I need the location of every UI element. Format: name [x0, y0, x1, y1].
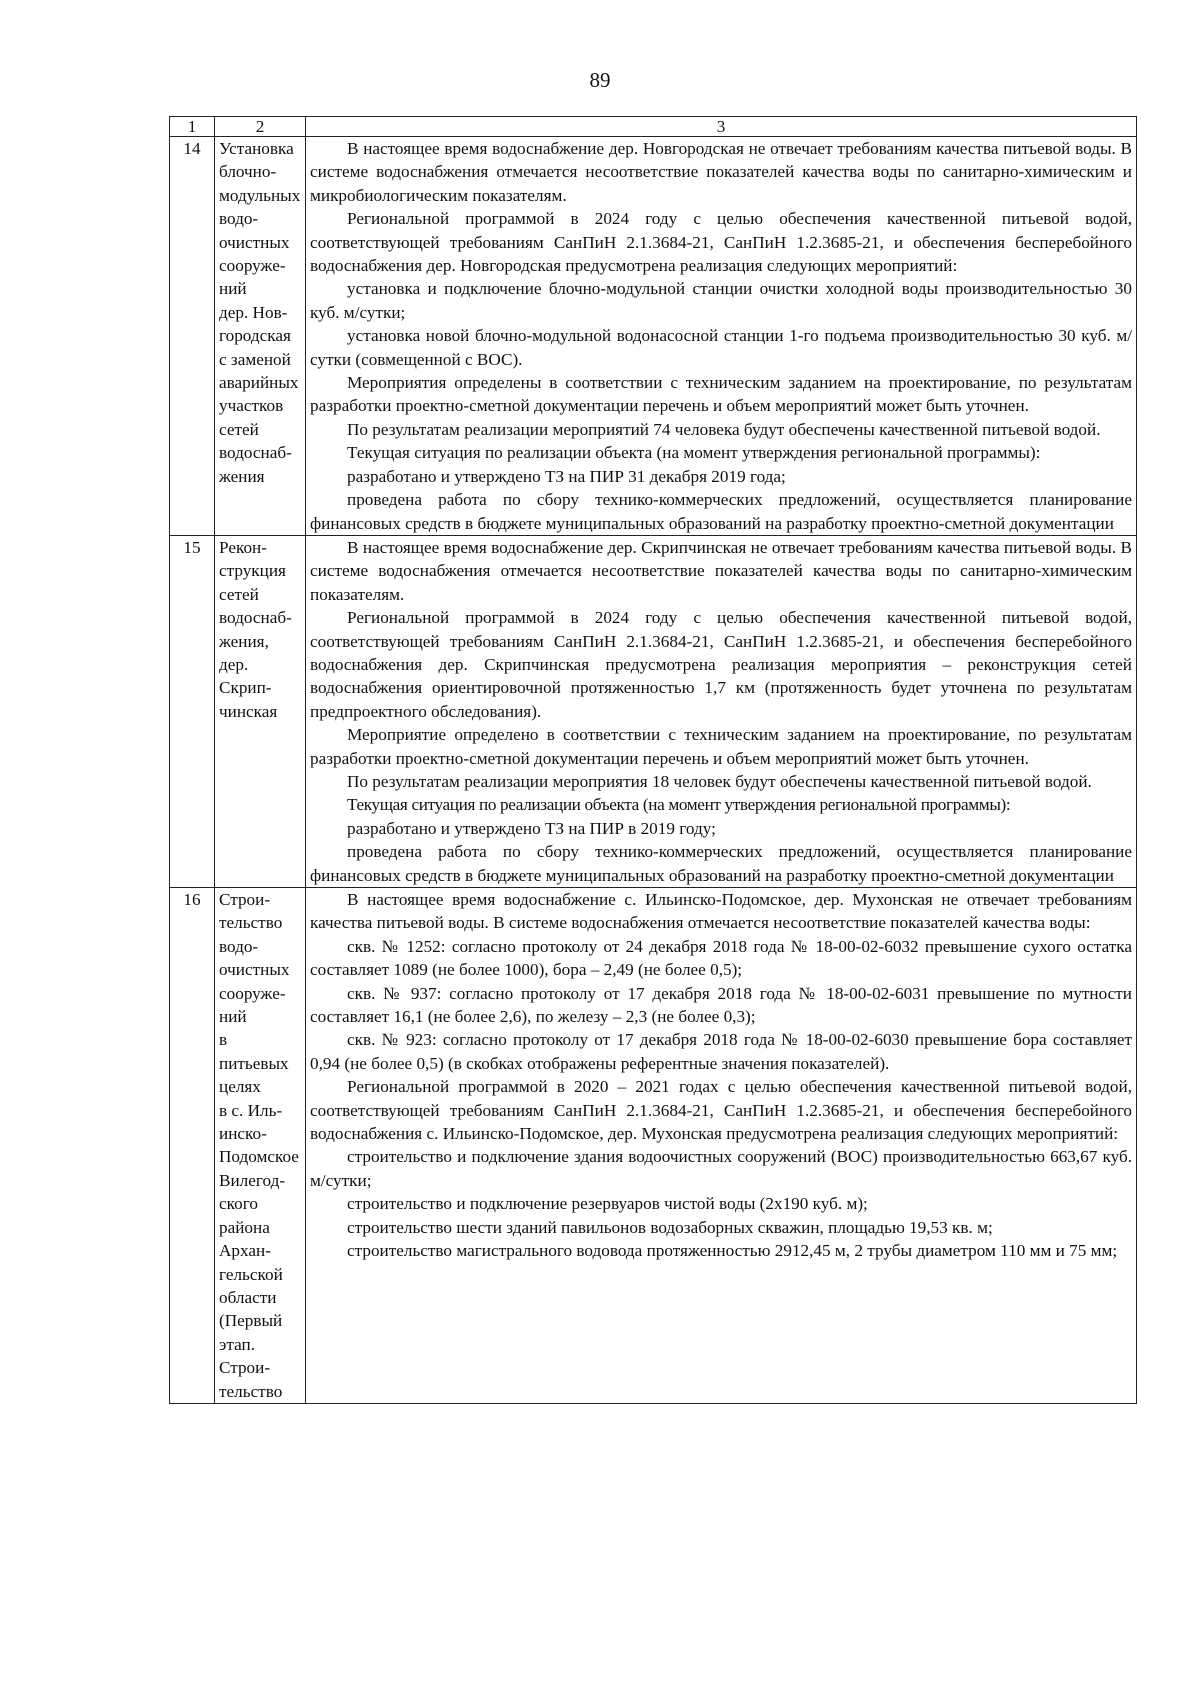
measure-name: Установка блочно- модульных водо- очистных сооруже- ний дер. Нов- городская с заменой аварийных участков сетей водоснаб- жения [215, 137, 306, 536]
paragraph: строительство и подключение резервуаров чистой воды (2х190 куб. м); [347, 1194, 868, 1214]
measure-name: Рекон- струкция сетей водоснаб- жения, дер. Скрип- чинская [215, 535, 306, 887]
paragraph: Региональной программой в 2024 году с целью обеспечения качественной питьевой водой, соответствующей требованиям СанПиН 2.1.3684-21, СанПиН 1.2.3685-21, и обеспечения бесперебойного водоснабжения дер. Новгородская предусмотрена реализация следующих мероприятий: [310, 209, 1132, 276]
page-number: 89 [589, 68, 611, 92]
paragraph: строительство шести зданий павильонов водозаборных скважин, площадью 19,53 кв. м; [347, 1217, 993, 1237]
paragraph: установка новой блочно-модульной водонасосной станции 1-го подъема производительностью 30 куб. м/сутки (совмещенной с ВОС). [310, 326, 1132, 369]
measures-table [169, 116, 1137, 1404]
paragraph: В настоящее время водоснабжение дер. Новгородская не отвечает требованиям качества питьевой воды. В системе водоснабжения отмечается несоответствие показателей качества воды по санитарно-химическим и микробиологическим показателям. [310, 139, 1132, 205]
paragraph: разработано и утверждено ТЗ на ПИР в 2019 году; [347, 818, 716, 838]
table-row [170, 137, 1137, 536]
paragraph: скв. № 937: согласно протоколу от 17 декабря 2018 года № 18-00-02-6031 превышение по мутности составляет 16,1 (не более 2,6), по железу – 2,3 (не более 0,3); [310, 983, 1132, 1027]
paragraph: строительство магистрального водовода протяженностью 2912,45 м, 2 трубы диаметром 110 мм и 75 мм; [347, 1241, 1118, 1261]
table-row [170, 535, 1137, 887]
paragraph: По результатам реализации мероприятия 18 человек будут обеспечены качественной питьевой водой. [347, 771, 1092, 791]
measure-description [306, 535, 1137, 887]
row-number: 15 [170, 535, 215, 887]
paragraph: Текущая ситуация по реализации объекта (на момент утверждения региональной программы): [347, 795, 1011, 815]
table-row [170, 888, 1137, 1404]
paragraph: разработано и утверждено ТЗ на ПИР 31 декабря 2019 года; [347, 466, 786, 486]
paragraph: По результатам реализации мероприятий 74 человека будут обеспечены качественной питьевой водой. [347, 419, 1101, 439]
row-number: 14 [170, 137, 215, 536]
paragraph: скв. № 923: согласно протоколу от 17 декабря 2018 года № 18-00-02-6030 превышение бора составляет 0,94 (не более 0,5) (в скобках отображены референтные значения показателей). [310, 1030, 1132, 1073]
table-header-row [170, 117, 1137, 137]
measure-name: Строи- тельство водо- очистных сооруже- ний в питьевых целях в с. Иль- инско- Подомское Вилегод- ского района Архан- гельской области (Первый этап. Строи- тельство [215, 888, 306, 1404]
row-number: 16 [170, 888, 215, 1404]
paragraph: скв. № 1252: согласно протоколу от 24 декабря 2018 года № 18-00-02-6032 превышение сухого остатка составляет 1089 (не более 1000), бора – 2,49 (не более 0,5); [310, 936, 1132, 980]
paragraph: проведена работа по сбору технико-коммерческих предложений, осуществляется планирование финансовых средств в бюджете муниципальных образований на разработку проектно-сметной документации [310, 842, 1132, 885]
paragraph: проведена работа по сбору технико-коммерческих предложений, осуществляется планирование финансовых средств в бюджете муниципальных образований на разработку проектно-сметной документации [310, 490, 1132, 533]
measure-description [306, 137, 1137, 536]
paragraph: В настоящее время водоснабжение с. Ильинско-Подомское, дер. Мухонская не отвечает требованиям качества питьевой воды. В системе водоснабжения отмечается несоответствие показателей качества воды: [310, 890, 1132, 933]
header-col-1: 1 [170, 117, 215, 137]
paragraph: Мероприятия определены в соответствии с техническим заданием на проектирование, по результатам разработки проектно-сметной документации перечень и объем мероприятий может быть уточнен. [310, 373, 1132, 416]
paragraph: Региональной программой в 2024 году с целью обеспечения качественной питьевой водой, соответствующей требованиям СанПиН 2.1.3684-21, СанПиН 1.2.3685-21, и обеспечения бесперебойного водоснабжения дер. Скрипчинская предусмотрена реализация мероприятия – реконструкция сетей водоснабжения ориентировочной протяженностью 1,7 км (протяженность будет уточнена по результатам предпроектного обследования). [310, 608, 1132, 721]
paragraph: В настоящее время водоснабжение дер. Скрипчинская не отвечает требованиям качества питьевой воды. В системе водоснабжения отмечается несоответствие показателей качества воды по санитарно-химическим показателям. [310, 537, 1132, 604]
paragraph: строительство и подключение здания водоочистных сооружений (ВОС) производительностью 663,67 куб. м/сутки; [310, 1147, 1132, 1190]
header-col-3: 3 [306, 117, 1137, 137]
paragraph: Мероприятие определено в соответствии с техническим заданием на проектирование, по результатам разработки проектно-сметной документации перечень и объем мероприятий может быть уточнен. [310, 725, 1132, 768]
paragraph: установка и подключение блочно-модульной станции очистки холодной воды производительностью 30 куб. м/сутки; [310, 279, 1132, 322]
header-col-2: 2 [215, 117, 306, 137]
paragraph: Региональной программой в 2020 – 2021 годах с целью обеспечения качественной питьевой водой, соответствующей требованиям СанПиН 2.1.3684-21, СанПиН 1.2.3685-21, и обеспечения бесперебойного водоснабжения с. Ильинско-Подомское, дер. Мухонская предусмотрена реализация следующих мероприятий: [310, 1077, 1132, 1144]
paragraph: Текущая ситуация по реализации объекта (на момент утверждения региональной программы): [347, 443, 1041, 463]
measure-description [306, 888, 1137, 1404]
